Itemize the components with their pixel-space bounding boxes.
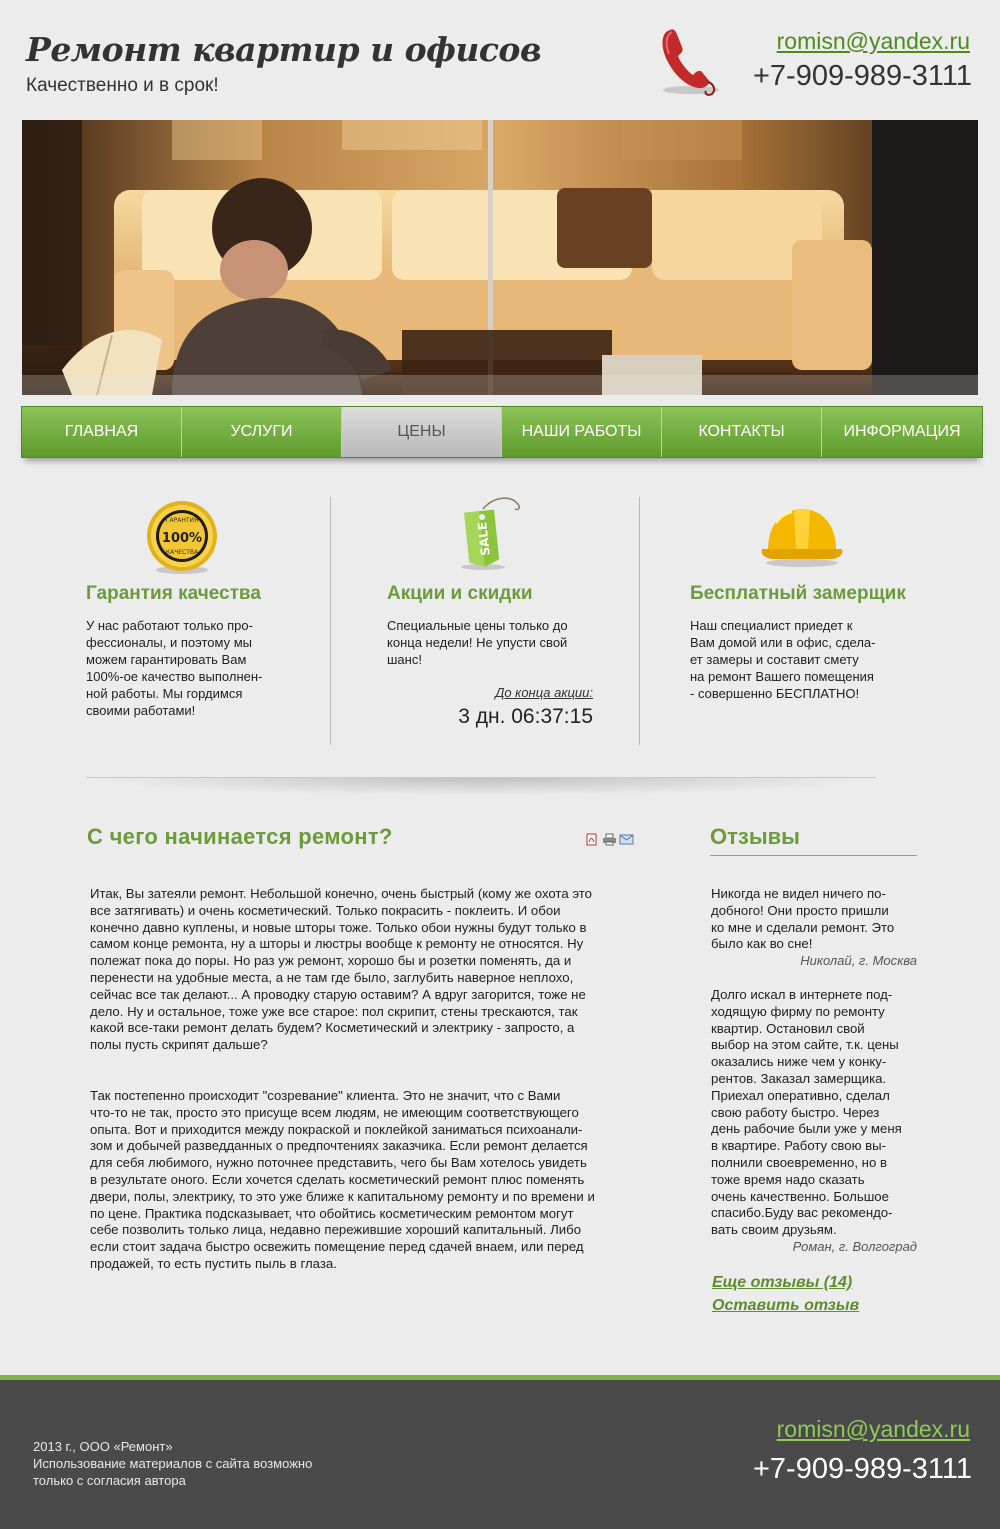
email-icon[interactable] [619, 833, 632, 845]
section-divider-shadow [86, 778, 876, 796]
header-email-link[interactable]: romisn@yandex.ru [776, 28, 970, 54]
article-paragraph-2: Так постепенно происходит "созревание" клиента. Это не значит, что с Вами что-то не так, просто это присуще всем людям, не имеющим соответствующего опыта. Вот и приходится между покраской и поклейкой заниматься психоанали- зом и добычей разведданных о предпочтениях заказчика. Если ремонт делается для себя любимого, нужно поточнее представить, чего бы Вам хотелось увидеть в результате оного. Если хочется сделать косметический ремонт плюс поменять двери, полы, электрику, то это уже ближе к капитальному ремонту и по времени и по цене. Практика подсказывает, что обойтись косметическим ремонтом могут себе позволить только лица, недавно пережившие хороший капитальный. Либо если стоит задача быстро освежить помещение перед сдачей внаем, или перед продажей, то есть пустить пыль в глаза. [90, 1088, 595, 1271]
sale-tag-text: SALE [475, 521, 493, 557]
review-1-author: Николай, г. Москва [800, 953, 917, 968]
feature-measurer [690, 495, 930, 745]
sale-tag-icon [453, 495, 525, 576]
footer-email-link[interactable]: romisn@yandex.ru [776, 1416, 970, 1442]
header-phone: +7-909-989-3111 [752, 60, 972, 92]
print-icon[interactable] [602, 833, 615, 845]
badge-mid-text: 100% [161, 531, 203, 546]
feature-title-sale: Акции и скидки [387, 583, 533, 604]
nav-item-our-works[interactable]: НАШИ РАБОТЫ [502, 407, 662, 457]
badge-top-text: ГАРАНТИЯ [165, 517, 199, 524]
more-reviews-link[interactable]: Еще отзывы (14) [712, 1274, 853, 1291]
nav-item-info[interactable]: ИНФОРМАЦИЯ [843, 423, 961, 440]
nav-item-services[interactable]: УСЛУГИ [182, 407, 342, 457]
footer-copyright: 2013 г., ООО «Ремонт» Использование материалов с сайта возможно только с согласия автора [33, 1439, 313, 1488]
nav-item-home[interactable]: ГЛАВНАЯ [22, 407, 182, 457]
review-1-text: Никогда не видел ничего по- добного! Они просто пришли ко мне и сделали ремонт. Это было как во сне! [711, 886, 895, 952]
pdf-icon[interactable] [585, 833, 598, 845]
feature-text-sale: Специальные цены только до конца недели! Не упусти свой шанс! [387, 618, 568, 667]
main-nav [21, 406, 983, 458]
feature-divider [639, 497, 640, 745]
review-2-text: Долго искал в интернете под- ходящую фирму по ремонту квартир. Остановил свой выбор на этом сайте, т.к. цены оказались ниже чем у конку- рентов. Заказал замерщика. Приехал оперативно, сделал свою работу быстро. Через день рабочие были уже у меня в квартире. Работу свою вы- полнили своевременно, но в тоже время надо сказать очень качественно. Большое спасибо.Буду вас рекомендо- вать своим друзьям. [711, 987, 902, 1238]
nav-item-contacts[interactable]: КОНТАКТЫ [662, 407, 822, 457]
feature-sale [387, 495, 593, 745]
feature-text-quality: У нас работают только про- фессионалы, и поэтому мы можем гарантировать Вам 100%-ое качество выполнен- ной работы. Мы гордимся своими работами! [86, 618, 263, 718]
hero-banner-image [22, 120, 978, 395]
site-title[interactable]: Ремонт квартир и офисов [26, 30, 542, 69]
countdown-timer: 3 дн. 06:37:15 [458, 705, 593, 728]
nav-item-prices[interactable]: ЦЕНЫ [342, 407, 502, 457]
reviews-title: Отзывы [710, 824, 800, 849]
guarantee-badge-icon [144, 500, 220, 581]
article-title: С чего начинается ремонт? [87, 824, 393, 849]
article-actions [585, 833, 632, 845]
feature-title-measurer: Бесплатный замерщик [690, 583, 906, 604]
feature-divider [330, 497, 331, 745]
leave-review-link[interactable]: Оставить отзыв [712, 1297, 860, 1314]
feature-text-measurer: Наш специалист приедет к Вам домой или в офис, сдела- ет замеры и составит смету на ремонт Вашего помещения - совершенно БЕСПЛАТНО! [690, 618, 876, 701]
review-2-author: Роман, г. Волгоград [792, 1239, 917, 1254]
hard-hat-icon [758, 503, 846, 574]
site-slogan: Качественно и в срок! [26, 75, 219, 96]
countdown-label: До конца акции: [495, 685, 593, 700]
phone-icon [656, 24, 726, 96]
footer [0, 1375, 1000, 1529]
footer-phone: +7-909-989-3111 [752, 1453, 972, 1485]
badge-bottom-text: КАЧЕСТВА [165, 549, 199, 556]
feature-title-quality: Гарантия качества [86, 583, 261, 604]
feature-quality [86, 495, 316, 745]
article-paragraph-1: Итак, Вы затеяли ремонт. Небольшой конечно, очень быстрый (кому же охота это все затягивать) и очень косметический. Только покрасить - поклеить. И обои конечно давно куплены, и новые шторы тоже. Только обои нужны будут только в самом конце ремонта, ну а шторы и люстры вообще к ремонту не относятся. Ну полежат пока до поры. Но раз уж ремонт, хорошо бы и розетки поменять, да и перенести на удобные места, а не там где было, заглубить наверное неплохо, сейчас все так делают... А проводку старую оставим? А вдруг загорится, тоже не дело. Ну и остальное, тоже уже все старое: пол скрипит, стены трескаются, так какой все-таки ремонт делать будем? Косметический и электрику - запросто, а полы пусть скрипят дальше? [90, 886, 592, 1053]
reviews-divider [710, 855, 917, 856]
